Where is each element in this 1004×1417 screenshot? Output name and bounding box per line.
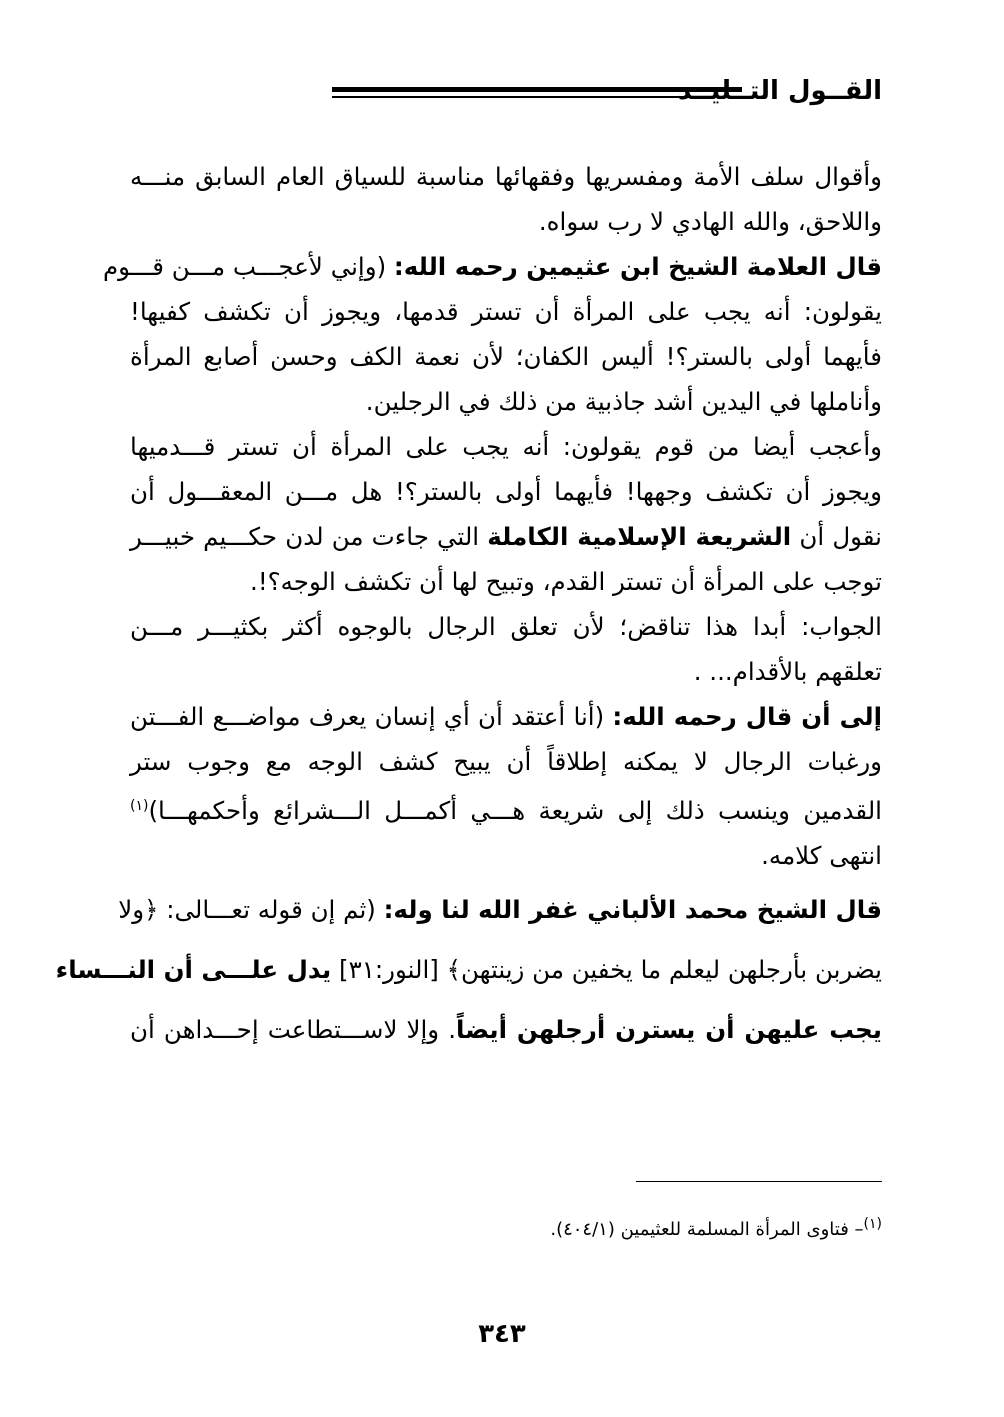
emphasis: يجب عليهن أن يسترن أرجلهن أيضاً xyxy=(456,1015,882,1045)
body-text: . وإلا لاســـتطاعت إحـــداهن أن xyxy=(130,1015,457,1045)
body-line-15 xyxy=(130,784,882,833)
body-text: (ثم إن قوله تعـــالى: ﴿ولا xyxy=(118,895,384,925)
body-line-5: فأيهما أولى بالستر؟! أليس الكفان؛ لأن نعمة الكف وحسن أصابع المرأة xyxy=(130,342,882,371)
footnote xyxy=(550,1210,882,1244)
body-line-2: واللاحق، والله الهادي لا رب سواه. xyxy=(538,207,882,236)
body-line-4: يقولون: أنه يجب على المرأة أن تستر قدمها، ويجوز أن تكشف كفيها! xyxy=(130,297,882,326)
body-line-6: وأناملها في اليدين أشد جاذبية من ذلك في الرجلين. xyxy=(365,387,882,416)
footnote-ref: (١) xyxy=(130,798,149,814)
body-text: القدمين وينسب ذلك إلى شريعة هـــي أكمـــل الـــشرائع وأحكمهـــا) xyxy=(148,796,882,826)
header-title: القــول التــليــد xyxy=(677,76,882,106)
body-line-10: توجب على المرأة أن تستر القدم، وتبيح لها أن تكشف الوجه؟!. xyxy=(250,567,882,596)
quran-verse: يضربن بأرجلهن ليعلم ما يخفين من زينتهن﴾ [النور:٣١] xyxy=(331,955,882,985)
body-line-18 xyxy=(55,942,882,998)
body-text: (وإني لأعجـــب مـــن قـــوم xyxy=(102,252,394,281)
page-number: ٣٤٣ xyxy=(478,1319,526,1349)
body-line-11: الجواب: أبدا هذا تناقض؛ لأن تعلق الرجال بالوجوه أكثر بكثيـــر مـــن xyxy=(130,612,882,641)
footnote-divider xyxy=(636,1181,882,1182)
speaker-label: إلى أن قال رحمه الله: xyxy=(612,702,882,731)
body-line-8: ويجوز أن تكشف وجهها! فأيهما أولى بالستر؟! هل مـــن المعقـــول أن xyxy=(130,477,882,506)
speaker-ibn-uthaymeen: قال العلامة الشيخ ابن عثيمين رحمه الله: xyxy=(393,252,882,281)
emphasis: يدل علـــى أن النـــساء xyxy=(55,955,332,985)
body-line-17 xyxy=(118,882,882,938)
body-line-7: وأعجب أيضا من قوم يقولون: أنه يجب على المرأة أن تستر قـــدميها xyxy=(130,432,882,461)
body-line-14: ورغبات الرجال لا يمكنه إطلاقاً أن يبيح كشف الوجه مع وجوب ستر xyxy=(130,747,882,776)
body-line-16: انتهى كلامه. xyxy=(761,841,882,871)
body-line-19 xyxy=(130,1002,882,1058)
speaker-albani: قال الشيخ محمد الألباني غفر الله لنا وله: xyxy=(383,895,882,925)
body-text: (أنا أعتقد أن أي إنسان يعرف مواضـــع الفـــتن xyxy=(130,702,613,731)
body-line-1: وأقوال سلف الأمة ومفسريها وفقهائها مناسبة للسياق العام السابق منـــه xyxy=(130,162,882,191)
body-line-12: تعلقهم بالأقدام... . xyxy=(693,657,882,686)
footnote-marker: (١) xyxy=(863,1216,882,1232)
emphasis: الشريعة الإسلامية الكاملة xyxy=(487,522,792,551)
page-body xyxy=(55,154,882,1058)
body-text: التي جاءت من لدن حكـــيم خبيـــر xyxy=(130,522,488,551)
body-line-13 xyxy=(130,694,882,739)
running-header xyxy=(128,74,882,108)
body-line-3 xyxy=(102,244,882,289)
body-text: نقول أن xyxy=(791,522,882,551)
footnote-text: – فتاوى المرأة المسلمة للعثيمين (٤٠٤/١). xyxy=(550,1219,864,1240)
body-line-9 xyxy=(130,514,882,559)
